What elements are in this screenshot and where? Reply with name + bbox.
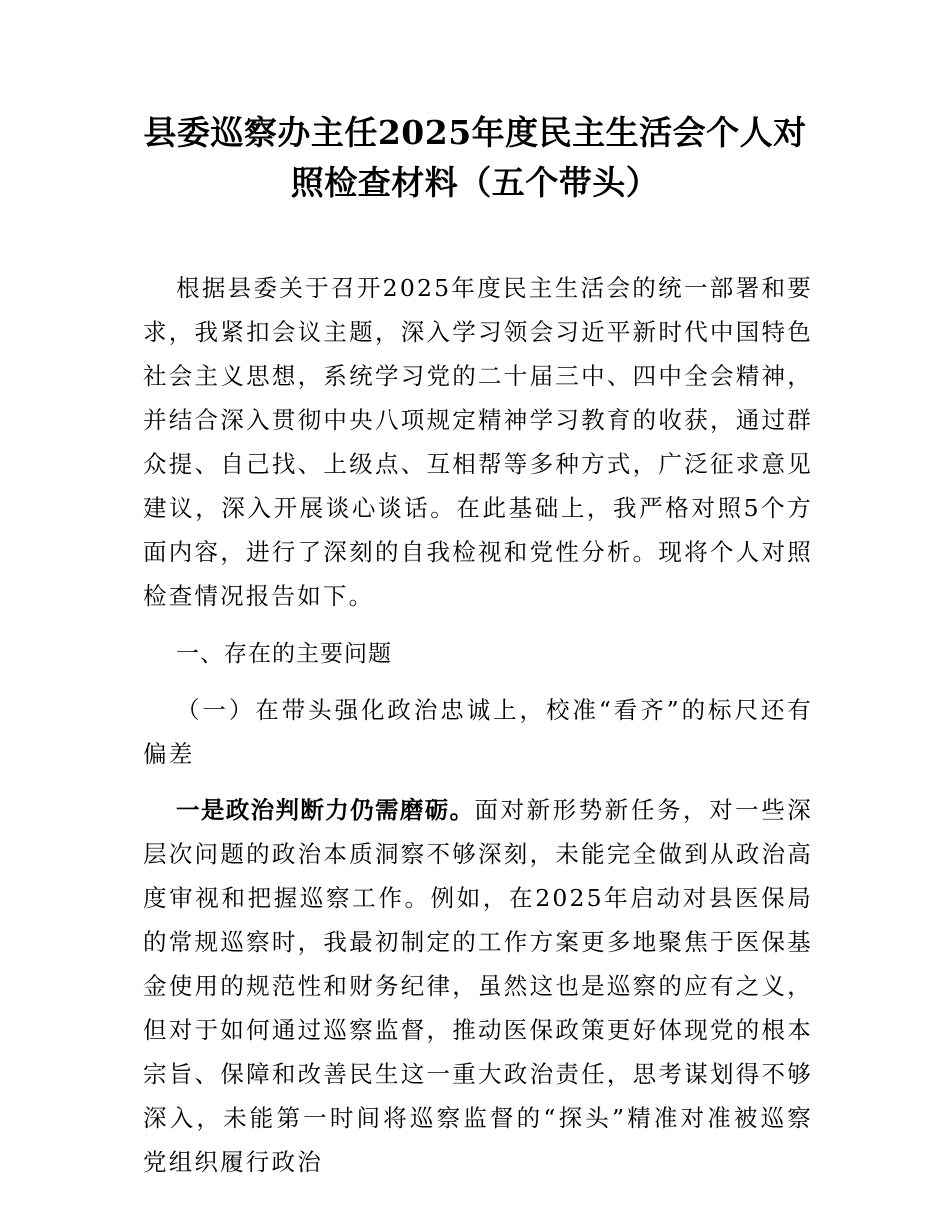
title-line-1: 县委巡察办主任2025年度民主生活会个人对 (143, 113, 807, 152)
point-text: 面对新形势新任务，对一些深层次问题的政治本质洞察不够深刻，未能完全做到从政治高度审视和把握巡察工作。例如，在2025年启动对县医保局的常规巡察时，我最初制定的工作方案更多地聚焦于医保基金使用的规范性和财务纪律，虽然这也是巡察的应有之义，但对于如何通过巡察监督，推动医保政策更好体现党的根本宗旨、保障和改善民生这一重大政治责任，思考谋划得不够深入，未能第一时间将巡察监督的“探头”精准对准被巡察党组织履行政治 (143, 796, 813, 1176)
point-paragraph (143, 788, 813, 1184)
document-body (143, 266, 813, 1184)
subsection-heading: （一）在带头强化政治忠诚上，校准“看齐”的标尺还有偏差 (143, 696, 813, 768)
intro-paragraph: 根据县委关于召开2025年度民主生活会的统一部署和要求，我紧扣会议主题，深入学习领会习近平新时代中国特色社会主义思想，系统学习党的二十届三中、四中全会精神，并结合深入贯彻中央八项规定精神学习教育的收获，通过群众提、自己找、上级点、互相帮等多种方式，广泛征求意见建议，深入开展谈心谈话。在此基础上，我严格对照5个方面内容，进行了深刻的自我检视和党性分析。现将个人对照检查情况报告如下。 (143, 274, 813, 610)
title-line-2: 照检查材料（五个带头） (290, 163, 660, 202)
page-title (120, 108, 830, 208)
point-lead: 一是政治判断力仍需磨砺。 (176, 796, 475, 824)
section-heading: 一、存在的主要问题 (176, 641, 392, 667)
